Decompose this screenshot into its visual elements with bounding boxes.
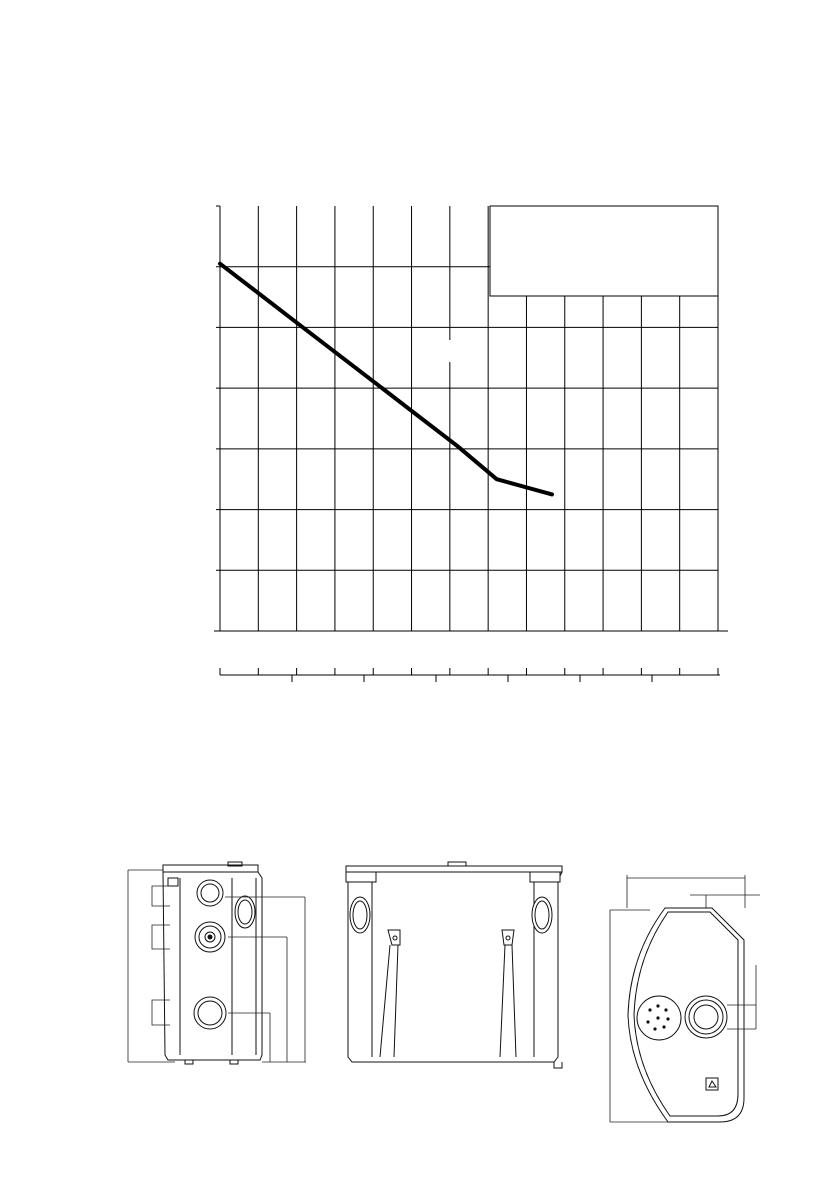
top-view <box>610 875 760 1122</box>
front-view <box>346 862 562 1068</box>
side-view <box>128 862 306 1064</box>
